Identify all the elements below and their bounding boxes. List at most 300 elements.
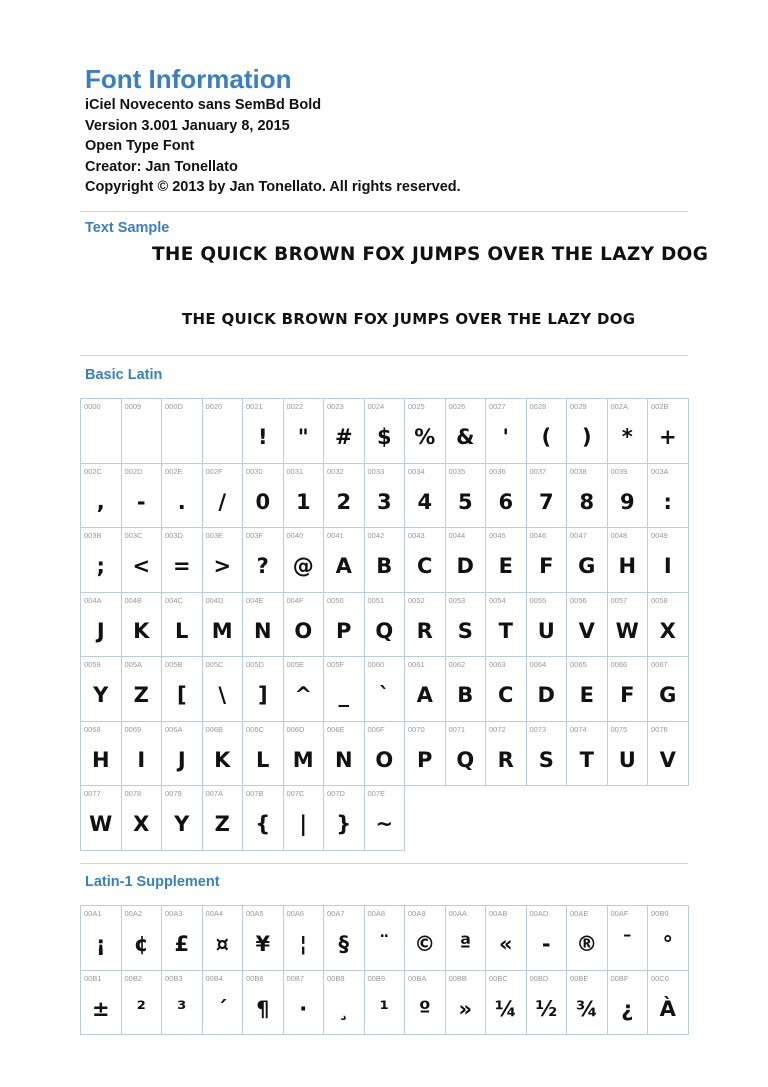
glyph-cell — [243, 786, 284, 851]
glyph-code: 00AF — [610, 909, 629, 918]
glyph-cell — [284, 722, 325, 787]
glyph-char: Y — [174, 812, 190, 836]
glyph-char: # — [334, 425, 353, 449]
glyph-char: ¶ — [256, 996, 270, 1021]
page-title: Font Information — [85, 64, 292, 94]
glyph-cell — [608, 971, 649, 1036]
glyph-code: 005B — [165, 660, 183, 669]
glyph-code: 0077 — [84, 789, 101, 798]
glyph-char: ª — [459, 932, 472, 956]
glyph-char: A — [416, 683, 433, 707]
glyph-cell — [162, 657, 203, 722]
glyph-code: 000D — [165, 402, 183, 411]
glyph-cell — [243, 906, 284, 971]
glyph-code: 002D — [124, 466, 143, 476]
glyph-char: ? — [256, 554, 269, 578]
glyph-code: 00B8 — [327, 973, 345, 983]
glyph-char: · — [299, 996, 308, 1021]
glyph-cell — [527, 593, 568, 658]
glyph-char: ½ — [535, 996, 558, 1021]
glyph-char: T — [579, 747, 594, 772]
glyph-code: 0030 — [246, 466, 263, 476]
glyph-char: S — [538, 747, 554, 772]
glyph-char: ! — [257, 425, 268, 449]
glyph-cell — [81, 657, 122, 722]
glyph-char: X — [659, 618, 676, 643]
glyph-code: 007B — [246, 789, 264, 798]
glyph-code: 004A — [84, 595, 102, 605]
glyph-cell — [527, 657, 568, 722]
glyph-cell — [365, 906, 406, 971]
glyph-char: ' — [502, 425, 509, 449]
glyph-char: O — [294, 618, 313, 643]
glyph-code: 00A2 — [124, 909, 143, 918]
glyph-code: 007C — [286, 789, 305, 798]
basic-latin-heading: Basic Latin — [85, 367, 163, 383]
glyph-char: V — [659, 747, 676, 772]
glyph-code: 006F — [367, 724, 385, 734]
glyph-char: - — [136, 489, 146, 514]
glyph-code: 0051 — [367, 595, 385, 605]
glyph-code: 00B9 — [367, 973, 386, 983]
glyph-char: U — [537, 618, 555, 643]
glyph-cell — [446, 722, 487, 787]
glyph-cell — [365, 786, 406, 851]
glyph-code: 00A3 — [165, 909, 183, 918]
glyph-char: _ — [338, 683, 349, 707]
glyph-cell — [122, 906, 163, 971]
glyph-code: 0063 — [489, 660, 506, 669]
glyph-cell — [203, 786, 244, 851]
glyph-char: . — [177, 489, 186, 514]
glyph-char: : — [663, 489, 672, 514]
glyph-code: 00B4 — [205, 973, 224, 983]
glyph-code: 005D — [246, 660, 264, 669]
glyph-cell — [365, 593, 406, 658]
glyph-code: 004E — [246, 595, 264, 605]
glyph-char: = — [172, 554, 191, 578]
glyph-char: ; — [96, 554, 105, 578]
glyph-code: 00A9 — [408, 909, 426, 918]
glyph-cell — [486, 399, 527, 464]
glyph-code: 0055 — [529, 595, 547, 605]
glyph-char: + — [658, 425, 677, 449]
glyph-char: ¢ — [133, 932, 149, 956]
glyph-char: K — [214, 747, 231, 772]
glyph-char: 6 — [498, 489, 514, 514]
glyph-code: 0036 — [489, 466, 506, 476]
glyph-char: N — [253, 618, 272, 643]
glyph-char: ^ — [294, 683, 313, 707]
glyph-code: 0042 — [367, 531, 385, 540]
glyph-cell — [162, 722, 203, 787]
divider — [80, 211, 688, 212]
glyph-char: 2 — [336, 489, 352, 514]
glyph-code: 00B0 — [651, 909, 669, 918]
glyph-code: 0000 — [84, 402, 101, 411]
glyph-char: ´ — [217, 996, 228, 1021]
glyph-cell — [203, 593, 244, 658]
glyph-code: 0079 — [165, 789, 182, 798]
glyph-char: ± — [91, 996, 110, 1021]
glyph-cell — [486, 528, 527, 593]
text-sample-small: THE QUICK BROWN FOX JUMPS OVER THE LAZY DOG — [182, 310, 636, 328]
glyph-char: ¥ — [255, 932, 271, 956]
glyph-char: ¹ — [379, 996, 389, 1021]
glyph-code: 0068 — [84, 724, 101, 734]
glyph-cell — [486, 593, 527, 658]
glyph-code: 00BD — [529, 973, 549, 983]
glyph-cell — [405, 464, 446, 529]
glyph-code: 0057 — [610, 595, 628, 605]
glyph-char: ¿ — [621, 996, 634, 1021]
glyph-cell — [243, 593, 284, 658]
glyph-code: 00AA — [448, 909, 467, 918]
glyph-code: 0064 — [529, 660, 547, 669]
glyph-char: \ — [218, 683, 227, 707]
glyph-code: 002F — [205, 466, 223, 476]
glyph-char: Z — [214, 812, 230, 836]
glyph-cell — [608, 657, 649, 722]
glyph-code: 00A5 — [246, 909, 264, 918]
glyph-cell — [405, 399, 446, 464]
glyph-code: 003E — [205, 531, 224, 540]
glyph-code: 00BA — [408, 973, 427, 983]
glyph-char: ¨ — [379, 932, 390, 956]
glyph-cell — [527, 399, 568, 464]
glyph-cell — [81, 786, 122, 851]
glyph-code: 00BF — [610, 973, 629, 983]
glyph-code: 0037 — [529, 466, 547, 476]
font-info-block — [85, 95, 461, 198]
glyph-char: ) — [581, 425, 592, 449]
divider — [80, 355, 688, 356]
glyph-code: 0076 — [651, 724, 668, 734]
glyph-cell — [324, 786, 365, 851]
glyph-char: 1 — [295, 489, 311, 514]
glyph-code: 0038 — [570, 466, 587, 476]
glyph-cell — [81, 528, 122, 593]
glyph-cell — [648, 464, 689, 529]
font-name: iCiel Novecento sans SemBd Bold — [85, 97, 322, 113]
glyph-char: Y — [93, 683, 109, 707]
glyph-cell — [446, 399, 487, 464]
glyph-cell — [122, 786, 163, 851]
glyph-char: P — [417, 747, 433, 772]
glyph-cell — [567, 593, 608, 658]
glyph-char: R — [497, 747, 514, 772]
glyph-code: 00B2 — [124, 973, 143, 983]
glyph-code: 0052 — [408, 595, 425, 605]
glyph-code: 0070 — [408, 724, 425, 734]
glyph-code: 004B — [124, 595, 143, 605]
glyph-char: ® — [576, 932, 598, 956]
glyph-code: 006E — [327, 724, 345, 734]
glyph-char: § — [338, 932, 349, 956]
glyph-char: P — [336, 618, 352, 643]
glyph-cell — [608, 906, 649, 971]
glyph-code: 0027 — [489, 402, 506, 411]
glyph-cell — [446, 657, 487, 722]
glyph-char: 8 — [579, 489, 595, 514]
glyph-cell — [527, 906, 568, 971]
glyph-code: 0045 — [489, 531, 506, 540]
glyph-char: Q — [375, 618, 394, 643]
glyph-code: 0059 — [84, 660, 101, 669]
font-creator: Creator: Jan Tonellato — [85, 158, 238, 175]
glyph-cell — [81, 971, 122, 1036]
glyph-char: R — [416, 618, 433, 643]
glyph-code: 00B3 — [165, 973, 183, 983]
glyph-cell — [122, 971, 163, 1036]
glyph-cell — [122, 593, 163, 658]
glyph-cell — [81, 464, 122, 529]
glyph-char: ¾ — [575, 996, 598, 1021]
glyph-cell — [486, 722, 527, 787]
glyph-code: 00B7 — [286, 973, 305, 983]
glyph-char: ¯ — [622, 932, 633, 956]
glyph-char: V — [578, 618, 595, 643]
glyph-cell — [648, 657, 689, 722]
glyph-cell — [243, 399, 284, 464]
glyph-cell — [243, 657, 284, 722]
glyph-char: J — [96, 618, 105, 643]
glyph-code: 006D — [286, 724, 305, 734]
glyph-cell — [486, 464, 527, 529]
glyph-code: 0046 — [529, 531, 547, 540]
glyph-char: M — [292, 747, 314, 772]
glyph-code: 006A — [165, 724, 183, 734]
glyph-cell — [365, 464, 406, 529]
glyph-code: 0062 — [448, 660, 466, 669]
glyph-code: 00BB — [448, 973, 467, 983]
glyph-char: » — [458, 996, 473, 1021]
glyph-char: C — [417, 554, 433, 578]
glyph-cell — [486, 906, 527, 971]
glyph-char: H — [91, 747, 110, 772]
glyph-char: « — [498, 932, 513, 956]
glyph-char: L — [175, 618, 189, 643]
glyph-cell — [284, 971, 325, 1036]
glyph-code: 0024 — [367, 402, 385, 411]
glyph-cell — [446, 906, 487, 971]
glyph-cell — [324, 657, 365, 722]
glyph-code: 00BC — [489, 973, 508, 983]
glyph-cell — [203, 528, 244, 593]
glyph-char: ¡ — [95, 932, 106, 956]
glyph-char: W — [89, 812, 113, 836]
font-copyright: Copyright © 2013 by Jan Tonellato. All rights reserved. — [85, 179, 461, 196]
glyph-code: 003A — [651, 466, 669, 476]
glyph-char: < — [132, 554, 151, 578]
glyph-cell — [162, 786, 203, 851]
glyph-code: 0025 — [408, 402, 425, 411]
glyph-code: 0073 — [529, 724, 547, 734]
glyph-cell — [567, 399, 608, 464]
glyph-char: I — [137, 747, 146, 772]
glyph-char: ¼ — [494, 996, 517, 1021]
glyph-code: 0069 — [124, 724, 142, 734]
glyph-cell — [122, 657, 163, 722]
glyph-cell — [446, 464, 487, 529]
glyph-code: 0071 — [448, 724, 466, 734]
glyph-char: ` — [379, 683, 390, 707]
glyph-code: 0041 — [327, 531, 344, 540]
glyph-char: 0 — [255, 489, 271, 514]
glyph-cell — [608, 722, 649, 787]
glyph-cell — [648, 722, 689, 787]
glyph-code: 0020 — [205, 402, 223, 411]
glyph-char: { — [255, 812, 271, 836]
glyph-cell — [203, 722, 244, 787]
glyph-cell — [162, 593, 203, 658]
glyph-char: T — [498, 618, 513, 643]
glyph-cell — [324, 593, 365, 658]
glyph-code: 0021 — [246, 402, 263, 411]
glyph-cell — [243, 971, 284, 1036]
glyph-char: À — [659, 996, 676, 1021]
glyph-code: 0026 — [448, 402, 466, 411]
glyph-char: U — [618, 747, 636, 772]
glyph-code: 00AB — [489, 909, 508, 918]
glyph-cell — [122, 464, 163, 529]
glyph-cell — [446, 593, 487, 658]
glyph-cell — [648, 528, 689, 593]
glyph-code: 00C0 — [651, 973, 669, 983]
glyph-cell — [81, 399, 122, 464]
glyph-cell — [324, 528, 365, 593]
glyph-cell — [648, 399, 689, 464]
glyph-code: 0049 — [651, 531, 668, 540]
glyph-cell — [243, 464, 284, 529]
glyph-cell — [324, 399, 365, 464]
glyph-cell — [284, 464, 325, 529]
glyph-char: * — [621, 425, 633, 449]
glyph-cell — [284, 786, 325, 851]
glyph-char: L — [256, 747, 270, 772]
glyph-code: 0074 — [570, 724, 587, 734]
glyph-code: 007D — [327, 789, 345, 798]
glyph-cell — [446, 528, 487, 593]
glyph-char: " — [297, 425, 309, 449]
glyph-code: 006C — [246, 724, 264, 734]
glyph-char: D — [456, 554, 474, 578]
glyph-cell — [608, 528, 649, 593]
glyph-code: 0009 — [124, 402, 142, 411]
glyph-cell — [527, 971, 568, 1036]
glyph-code: 004C — [165, 595, 183, 605]
glyph-code: 004F — [286, 595, 304, 605]
glyph-code: 0056 — [570, 595, 587, 605]
glyph-code: 0035 — [448, 466, 466, 476]
glyph-cell — [567, 906, 608, 971]
glyph-char: E — [579, 683, 594, 707]
font-version: Version 3.001 January 8, 2015 — [85, 117, 290, 134]
glyph-cell — [527, 722, 568, 787]
glyph-code: 0067 — [651, 660, 668, 669]
glyph-char: ¸ — [338, 996, 349, 1021]
divider — [80, 863, 688, 864]
glyph-cell — [324, 971, 365, 1036]
glyph-char: % — [414, 425, 436, 449]
glyph-code: 0029 — [570, 402, 587, 411]
glyph-char: N — [334, 747, 353, 772]
latin1-supplement-grid — [80, 905, 689, 1035]
glyph-char: H — [618, 554, 637, 578]
glyph-cell — [162, 399, 203, 464]
glyph-cell — [203, 971, 244, 1036]
glyph-char: Q — [456, 747, 475, 772]
glyph-code: 0048 — [610, 531, 628, 540]
glyph-code: 005E — [286, 660, 305, 669]
glyph-char: 3 — [376, 489, 392, 514]
glyph-code: 0023 — [327, 402, 344, 411]
glyph-cell — [324, 464, 365, 529]
glyph-cell — [162, 906, 203, 971]
glyph-code: 00A7 — [327, 909, 345, 918]
glyph-char: º — [418, 996, 431, 1021]
glyph-code: 0033 — [367, 466, 385, 476]
glyph-char: } — [336, 812, 352, 836]
glyph-char: ² — [136, 996, 146, 1021]
glyph-cell — [567, 528, 608, 593]
glyph-char: S — [457, 618, 473, 643]
glyph-cell — [284, 399, 325, 464]
glyph-char: ¤ — [215, 932, 229, 956]
glyph-cell — [122, 399, 163, 464]
glyph-code: 0075 — [610, 724, 628, 734]
glyph-code: 0028 — [529, 402, 547, 411]
glyph-char: G — [659, 683, 677, 707]
glyph-cell — [567, 971, 608, 1036]
glyph-char: 9 — [619, 489, 635, 514]
glyph-code: 0044 — [448, 531, 466, 540]
glyph-char: D — [537, 683, 555, 707]
glyph-char: K — [133, 618, 150, 643]
glyph-code: 0043 — [408, 531, 425, 540]
glyph-char: B — [457, 683, 474, 707]
glyph-code: 0072 — [489, 724, 506, 734]
glyph-code: 003F — [246, 531, 264, 540]
glyph-char: [ — [176, 683, 187, 707]
glyph-char: E — [498, 554, 513, 578]
glyph-code: 005C — [205, 660, 224, 669]
glyph-char: > — [213, 554, 232, 578]
glyph-code: 0031 — [286, 466, 304, 476]
glyph-cell — [365, 657, 406, 722]
glyph-cell — [365, 528, 406, 593]
glyph-code: 006B — [205, 724, 224, 734]
glyph-cell — [405, 722, 446, 787]
glyph-char: Z — [133, 683, 149, 707]
glyph-char: ~ — [375, 812, 394, 836]
glyph-char: ° — [662, 932, 673, 956]
glyph-cell — [162, 464, 203, 529]
glyph-code: 002A — [610, 402, 629, 411]
glyph-cell — [284, 657, 325, 722]
glyph-code: 00A8 — [367, 909, 386, 918]
glyph-cell — [405, 657, 446, 722]
glyph-code: 003D — [165, 531, 183, 540]
glyph-char: | — [299, 812, 308, 836]
glyph-cell — [486, 971, 527, 1036]
text-sample-heading: Text Sample — [85, 220, 170, 236]
glyph-cell — [405, 528, 446, 593]
glyph-cell — [243, 528, 284, 593]
glyph-char: , — [96, 489, 105, 514]
glyph-cell — [405, 593, 446, 658]
glyph-char: & — [456, 425, 475, 449]
